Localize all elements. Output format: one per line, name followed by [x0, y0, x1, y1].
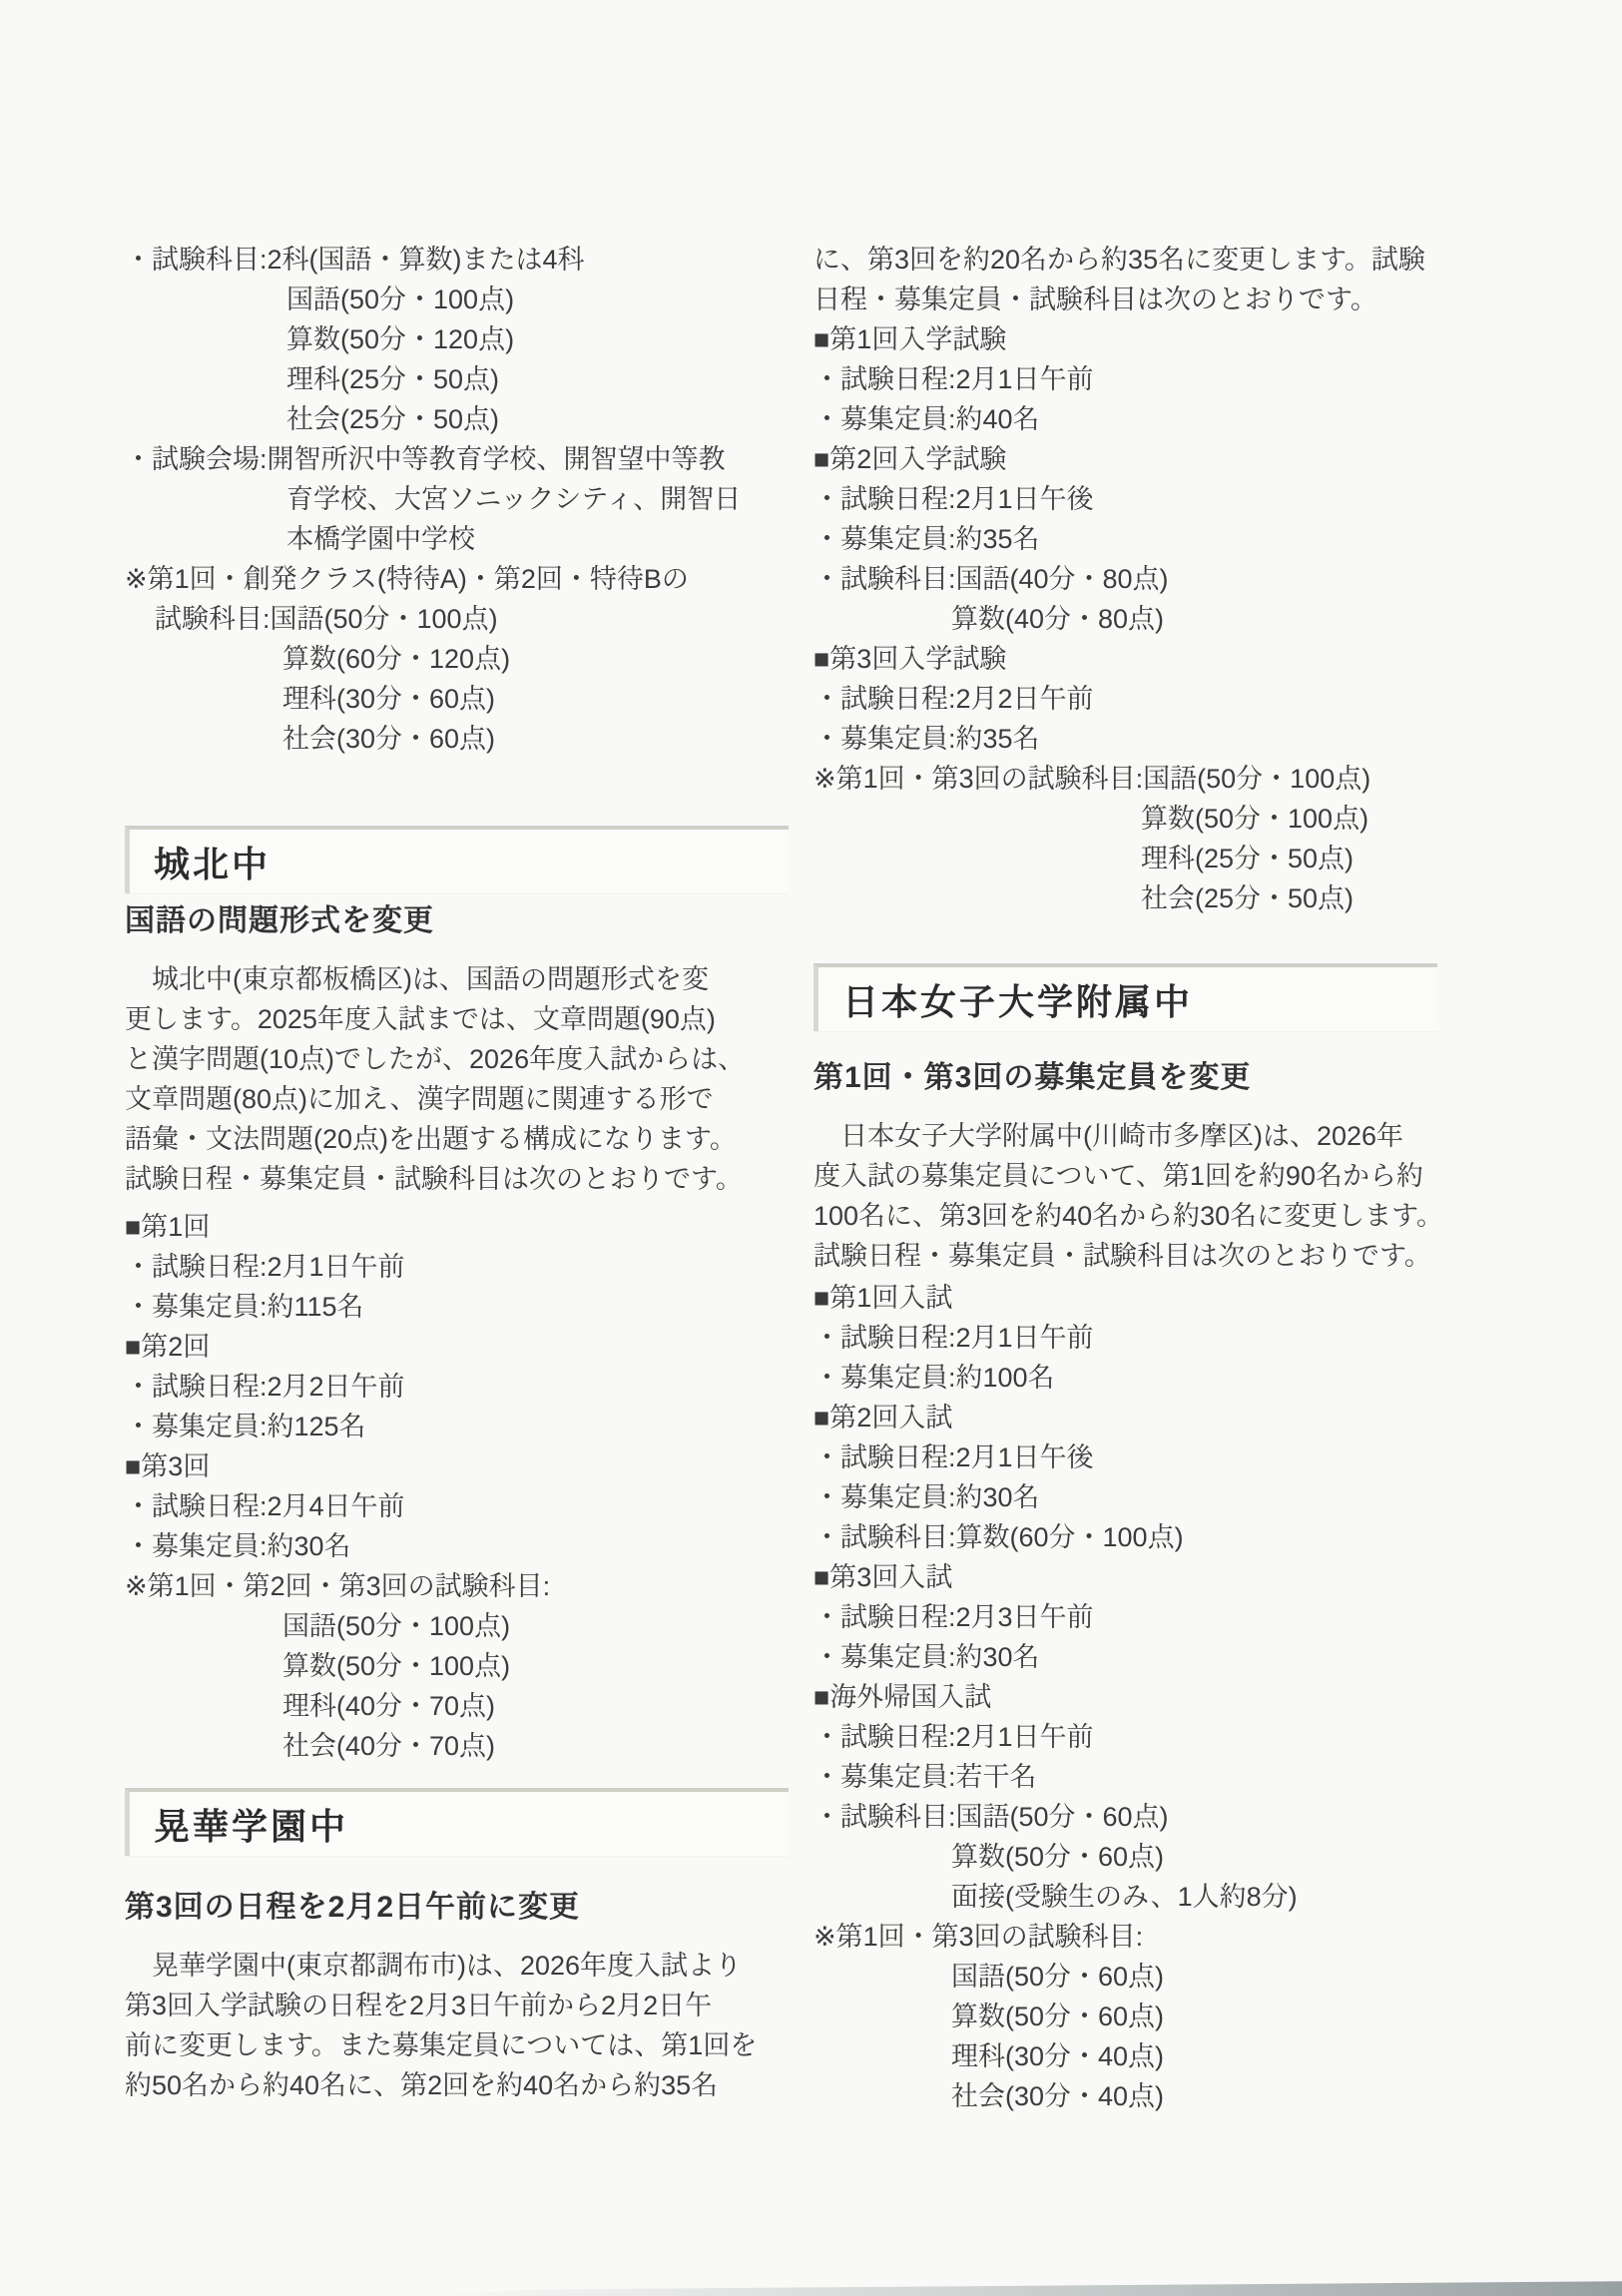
article-paragraph — [813, 1116, 1443, 1276]
text-line: ・試験日程:2月1日午前 — [813, 364, 1094, 394]
section-nihonjoshi — [813, 963, 1443, 2116]
detail-line: 国語(50分・100点) — [282, 1611, 511, 1641]
left-column — [125, 240, 789, 2105]
paragraph-line: 度入試の募集定員について、第1回を約90名から約 — [813, 1161, 1423, 1191]
detail-line: 社会(30分・40点) — [951, 2081, 1165, 2111]
kokagakuen-continuation-block — [813, 240, 1437, 918]
text-line: 試験科目:国語(50分・100点) — [155, 604, 498, 634]
detail-line: ■第3回入試 — [813, 1562, 953, 1592]
school-title: 日本女子大学附属中 — [842, 980, 1194, 1022]
section-johoku — [125, 826, 789, 1766]
paragraph-line: 文章問題(80点)に加え、漢字問題に関連する形で — [125, 1084, 714, 1114]
detail-line: 国語(50分・60点) — [951, 1962, 1165, 1992]
detail-line: ■第2回入試 — [813, 1403, 953, 1433]
text-line: 算数(50分・120点) — [286, 324, 515, 354]
paragraph-line: 晃華学園中(東京都調布市)は、2026年度入試より — [152, 1951, 743, 1981]
text-line: ※第1回・創発クラス(特待A)・第2回・特待Bの — [125, 564, 689, 594]
exam-details-list — [813, 1278, 1437, 2116]
school-title: 晃華学園中 — [154, 1805, 349, 1847]
detail-line: ・募集定員:約30名 — [125, 1531, 351, 1561]
paragraph-line: 100名に、第3回を約40名から約30名に変更します。 — [813, 1201, 1443, 1231]
detail-line: ・募集定員:約30名 — [813, 1482, 1040, 1512]
text-line: 理科(25分・50点) — [286, 364, 500, 394]
detail-line: ・募集定員:約125名 — [125, 1412, 366, 1441]
detail-line: ・募集定員:若干名 — [813, 1762, 1037, 1792]
detail-line: ・試験日程:2月1日午前 — [813, 1722, 1094, 1752]
paragraph-line: 試験日程・募集定員・試験科目は次のとおりです。 — [813, 1241, 1431, 1271]
text-line: 国語(50分・100点) — [286, 285, 515, 314]
detail-line: ・試験日程:2月1日午前 — [125, 1252, 405, 1282]
right-column — [813, 240, 1443, 2116]
paragraph-line: 語彙・文法問題(20点)を出題する構成になります。 — [125, 1124, 737, 1154]
paragraph-line: 更します。2025年度入試までは、文章問題(90点) — [125, 1004, 716, 1034]
school-title-box-kokagakuen — [125, 1788, 789, 1856]
text-line: ・募集定員:約35名 — [813, 724, 1040, 754]
detail-line: ・試験日程:2月2日午前 — [125, 1372, 405, 1402]
text-line: 本橋学園中学校 — [286, 524, 475, 554]
text-line: 算数(40分・80点) — [951, 604, 1165, 634]
section-kokagakuen — [125, 1788, 789, 2105]
article-paragraph — [125, 959, 789, 1199]
detail-line: 社会(40分・70点) — [282, 1731, 496, 1761]
detail-line: ・募集定員:約30名 — [813, 1642, 1040, 1672]
paragraph-line: 約50名から約40名に、第2回を約40名から約35名 — [125, 2070, 719, 2100]
detail-line: ■第3回 — [125, 1451, 211, 1481]
paragraph-line: と漢字問題(10点)でしたが、2026年度入試からは、 — [125, 1044, 746, 1074]
detail-line: ■第1回 — [125, 1212, 211, 1242]
detail-line: ※第1回・第3回の試験科目: — [813, 1922, 1144, 1952]
text-line: 社会(25分・50点) — [1141, 883, 1354, 913]
paragraph-line: 城北中(東京都板橋区)は、国語の問題形式を変 — [152, 964, 709, 994]
detail-line: ※第1回・第2回・第3回の試験科目: — [125, 1571, 551, 1601]
text-line: に、第3回を約20名から約35名に変更します。試験 — [813, 245, 1425, 275]
detail-line: 面接(受験生のみ、1人約8分) — [951, 1882, 1298, 1912]
detail-line: 算数(50分・100点) — [282, 1651, 511, 1681]
text-line: ・試験日程:2月1日午後 — [813, 484, 1094, 514]
detail-line: ・募集定員:約100名 — [813, 1363, 1055, 1393]
detail-line: ・試験日程:2月3日午前 — [813, 1602, 1094, 1632]
detail-line: 算数(50分・60点) — [951, 2002, 1165, 2031]
detail-line: ・試験日程:2月1日午後 — [813, 1442, 1094, 1472]
kaichi-continuation-block — [125, 240, 789, 759]
text-line: 育学校、大宮ソニックシティ、開智日 — [286, 484, 742, 514]
text-line: ・募集定員:約40名 — [813, 404, 1040, 434]
text-line: ・試験科目:国語(40分・80点) — [813, 564, 1169, 594]
text-line: ・試験会場:開智所沢中等教育学校、開智望中等教 — [125, 444, 726, 474]
detail-line: 理科(30分・40点) — [951, 2041, 1165, 2071]
article-subhead: 第3回の日程を2月2日午前に変更 — [125, 1891, 581, 1924]
text-line: ・試験科目:2科(国語・算数)または4科 — [125, 245, 585, 275]
text-line: 算数(50分・100点) — [1141, 804, 1369, 834]
paragraph-line: 前に変更します。また募集定員については、第1回を — [125, 2030, 758, 2060]
school-title-box-johoku — [125, 826, 789, 893]
school-title-box-nihonjoshi — [813, 963, 1437, 1031]
text-line: 算数(60分・120点) — [282, 644, 511, 674]
detail-line: ・試験日程:2月4日午前 — [125, 1491, 405, 1521]
text-line: 社会(25分・50点) — [286, 404, 500, 434]
article-paragraph — [125, 1946, 789, 2105]
text-line: 社会(30分・60点) — [282, 724, 496, 754]
article-subhead: 国語の問題形式を変更 — [125, 904, 434, 937]
text-line: 理科(30分・60点) — [282, 684, 496, 714]
text-line: ・試験日程:2月2日午前 — [813, 684, 1094, 714]
paragraph-line: 第3回入学試験の日程を2月3日午前から2月2日午 — [125, 1991, 713, 2020]
text-line: ※第1回・第3回の試験科目:国語(50分・100点) — [813, 764, 1371, 794]
article-subhead: 第1回・第3回の募集定員を変更 — [813, 1061, 1252, 1094]
detail-line: ■第1回入試 — [813, 1283, 953, 1313]
paragraph-line: 試験日程・募集定員・試験科目は次のとおりです。 — [125, 1164, 743, 1194]
detail-line: 算数(50分・60点) — [951, 1842, 1165, 1872]
text-line: ■第1回入学試験 — [813, 324, 1007, 354]
text-line: ■第3回入学試験 — [813, 644, 1007, 674]
detail-line: ■第2回 — [125, 1332, 211, 1362]
detail-line: ・試験科目:国語(50分・60点) — [813, 1802, 1169, 1832]
detail-line: ■海外帰国入試 — [813, 1682, 992, 1712]
exam-details-list — [125, 1207, 789, 1766]
scan-edge-artifact — [429, 2280, 1622, 2296]
text-line: 日程・募集定員・試験科目は次のとおりです。 — [813, 285, 1377, 314]
detail-line: 理科(40分・70点) — [282, 1691, 496, 1721]
detail-line: ・試験日程:2月1日午前 — [813, 1323, 1094, 1353]
school-title: 城北中 — [154, 843, 271, 884]
text-line: ・募集定員:約35名 — [813, 524, 1040, 554]
text-line: ■第2回入学試験 — [813, 444, 1007, 474]
paragraph-line: 日本女子大学附属中(川崎市多摩区)は、2026年 — [840, 1121, 1404, 1151]
text-line: 理科(25分・50点) — [1141, 844, 1354, 873]
detail-line: ・試験科目:算数(60分・100点) — [813, 1522, 1184, 1552]
detail-line: ・募集定員:約115名 — [125, 1292, 364, 1322]
